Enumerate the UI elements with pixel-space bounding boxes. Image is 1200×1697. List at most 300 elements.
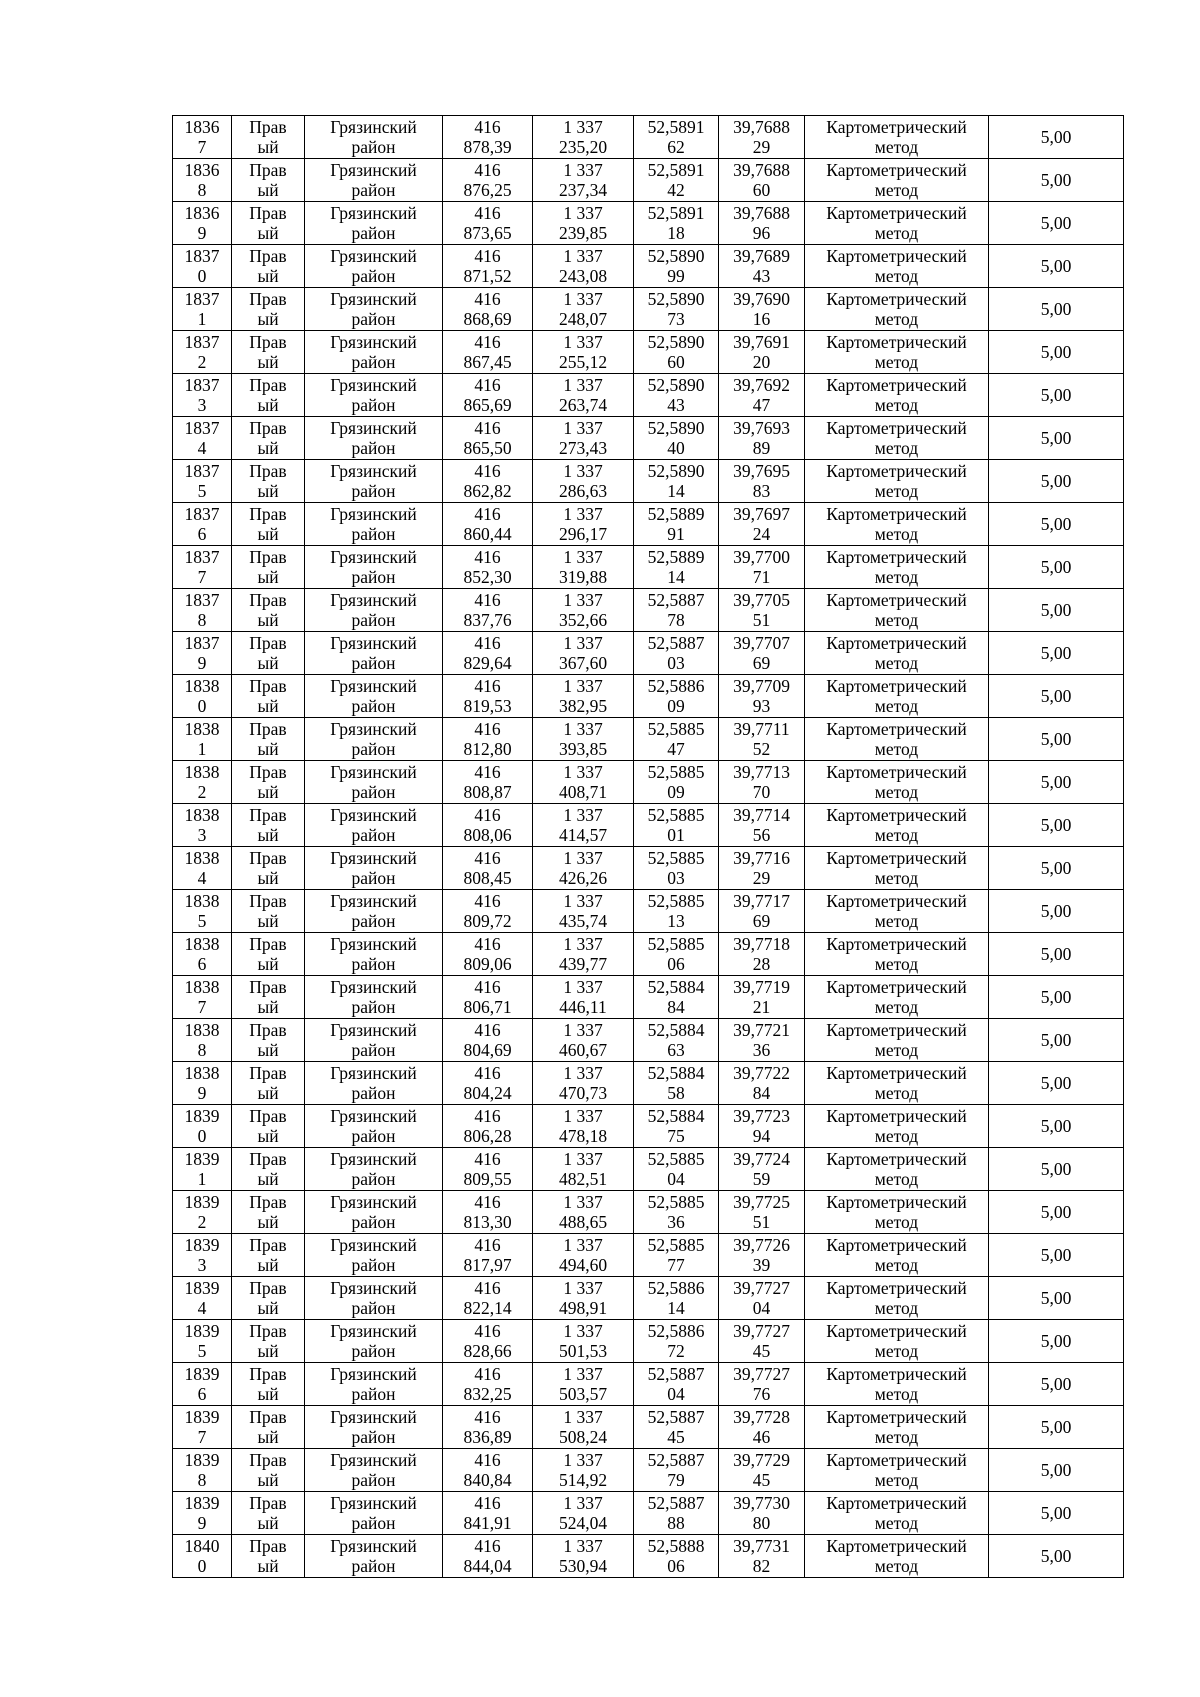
coord-y-cell bbox=[533, 1406, 634, 1449]
coord-y-cell-line-1: 1 337 bbox=[563, 246, 603, 266]
coord-y-cell bbox=[533, 1019, 634, 1062]
longitude-cell bbox=[719, 675, 805, 718]
method-cell-line-1: Картометрический bbox=[826, 676, 967, 696]
bank-side-cell bbox=[232, 1406, 305, 1449]
method-cell-line-2: метод bbox=[874, 1470, 919, 1490]
table-row bbox=[173, 1449, 1124, 1492]
point-number-cell-line-1: 1838 bbox=[184, 805, 220, 825]
district-cell-line-2: район bbox=[351, 266, 396, 286]
longitude-cell bbox=[719, 718, 805, 761]
district-cell-line-2: район bbox=[351, 1341, 396, 1361]
point-number-cell-line-1: 1837 bbox=[184, 418, 220, 438]
latitude-cell bbox=[634, 589, 719, 632]
table-row bbox=[173, 718, 1124, 761]
method-cell bbox=[805, 1191, 989, 1234]
longitude-cell-line-2: 20 bbox=[752, 352, 771, 372]
district-cell-line-2: район bbox=[351, 1169, 396, 1189]
coord-y-cell-line-2: 524,04 bbox=[558, 1513, 608, 1533]
point-number-cell-line-2: 7 bbox=[197, 1427, 207, 1447]
table-row bbox=[173, 933, 1124, 976]
coord-y-cell bbox=[533, 761, 634, 804]
bank-side-cell-line-1: Прав bbox=[249, 1536, 287, 1556]
longitude-cell-line-2: 21 bbox=[752, 997, 771, 1017]
method-cell-line-1: Картометрический bbox=[826, 1235, 967, 1255]
table-row bbox=[173, 1406, 1124, 1449]
point-number-cell-line-1: 1839 bbox=[184, 1192, 220, 1212]
coord-y-cell bbox=[533, 288, 634, 331]
district-cell-line-2: район bbox=[351, 309, 396, 329]
latitude-cell-line-1: 52,5885 bbox=[647, 1235, 705, 1255]
method-cell bbox=[805, 546, 989, 589]
longitude-cell bbox=[719, 202, 805, 245]
point-number-cell-line-2: 3 bbox=[197, 1255, 207, 1275]
district-cell bbox=[305, 546, 443, 589]
coord-x-cell bbox=[443, 589, 533, 632]
district-cell-line-1: Грязинский bbox=[330, 762, 417, 782]
bank-side-cell-line-1: Прав bbox=[249, 418, 287, 438]
latitude-cell bbox=[634, 245, 719, 288]
bank-side-cell-line-2: ый bbox=[257, 1255, 279, 1275]
method-cell-line-1: Картометрический bbox=[826, 246, 967, 266]
coord-x-cell-line-1: 416 bbox=[474, 590, 501, 610]
method-cell bbox=[805, 1363, 989, 1406]
coord-x-cell-line-2: 819,53 bbox=[463, 696, 512, 716]
coord-y-cell-line-1: 1 337 bbox=[563, 547, 603, 567]
district-cell-line-2: район bbox=[351, 1083, 396, 1103]
point-number-cell-line-2: 6 bbox=[197, 954, 207, 974]
coord-y-cell-line-1: 1 337 bbox=[563, 418, 603, 438]
method-cell bbox=[805, 847, 989, 890]
bank-side-cell-line-2: ый bbox=[257, 997, 279, 1017]
coord-y-cell bbox=[533, 503, 634, 546]
latitude-cell-line-1: 52,5884 bbox=[647, 977, 705, 997]
latitude-cell bbox=[634, 1535, 719, 1578]
coord-x-cell-line-1: 416 bbox=[474, 762, 501, 782]
point-number-cell-line-2: 1 bbox=[197, 739, 207, 759]
bank-side-cell bbox=[232, 1363, 305, 1406]
coord-y-cell-line-2: 514,92 bbox=[558, 1470, 608, 1490]
method-cell bbox=[805, 1105, 989, 1148]
coord-y-cell-line-1: 1 337 bbox=[563, 117, 603, 137]
coord-y-cell bbox=[533, 116, 634, 159]
coord-y-cell bbox=[533, 417, 634, 460]
coord-x-cell-line-1: 416 bbox=[474, 504, 501, 524]
point-number-cell-line-2: 9 bbox=[197, 1513, 207, 1533]
latitude-cell-line-1: 52,5889 bbox=[647, 504, 705, 524]
point-number-cell-line-1: 1839 bbox=[184, 1278, 220, 1298]
coord-y-cell-line-2: 255,12 bbox=[558, 352, 608, 372]
coord-y-cell-line-1: 1 337 bbox=[563, 1407, 603, 1427]
coord-y-cell bbox=[533, 632, 634, 675]
method-cell bbox=[805, 202, 989, 245]
bank-side-cell bbox=[232, 890, 305, 933]
accuracy-cell: 5,00 bbox=[989, 1277, 1124, 1320]
longitude-cell bbox=[719, 1277, 805, 1320]
point-number-cell bbox=[173, 331, 232, 374]
district-cell-line-2: район bbox=[351, 1384, 396, 1404]
coord-y-cell-line-1: 1 337 bbox=[563, 1235, 603, 1255]
bank-side-cell-line-2: ый bbox=[257, 481, 279, 501]
latitude-cell-line-1: 52,5887 bbox=[647, 1450, 705, 1470]
longitude-cell-line-1: 39,7700 bbox=[733, 547, 790, 567]
method-cell-line-1: Картометрический bbox=[826, 160, 967, 180]
method-cell bbox=[805, 1277, 989, 1320]
longitude-cell-line-1: 39,7695 bbox=[733, 461, 790, 481]
point-number-cell-line-1: 1837 bbox=[184, 332, 220, 352]
coord-x-cell bbox=[443, 417, 533, 460]
point-number-cell-line-1: 1837 bbox=[184, 547, 220, 567]
district-cell-line-1: Грязинский bbox=[330, 246, 417, 266]
point-number-cell-line-1: 1840 bbox=[184, 1536, 220, 1556]
latitude-cell bbox=[634, 331, 719, 374]
method-cell-line-2: метод bbox=[874, 696, 919, 716]
bank-side-cell-line-1: Прав bbox=[249, 1321, 287, 1341]
bank-side-cell bbox=[232, 976, 305, 1019]
accuracy-cell: 5,00 bbox=[989, 417, 1124, 460]
bank-side-cell-line-1: Прав bbox=[249, 117, 287, 137]
bank-side-cell-line-1: Прав bbox=[249, 762, 287, 782]
longitude-cell bbox=[719, 1234, 805, 1277]
coord-y-cell-line-2: 237,34 bbox=[558, 180, 608, 200]
latitude-cell-line-1: 52,5885 bbox=[647, 934, 705, 954]
coord-x-cell bbox=[443, 761, 533, 804]
coord-y-cell bbox=[533, 675, 634, 718]
method-cell-line-1: Картометрический bbox=[826, 1364, 967, 1384]
bank-side-cell-line-1: Прав bbox=[249, 633, 287, 653]
point-number-cell bbox=[173, 1449, 232, 1492]
coord-y-cell-line-1: 1 337 bbox=[563, 1149, 603, 1169]
longitude-cell-line-1: 39,7723 bbox=[733, 1106, 790, 1126]
point-number-cell-line-2: 9 bbox=[197, 223, 207, 243]
method-cell bbox=[805, 460, 989, 503]
latitude-cell bbox=[634, 374, 719, 417]
accuracy-cell: 5,00 bbox=[989, 288, 1124, 331]
bank-side-cell-line-1: Прав bbox=[249, 1364, 287, 1384]
point-number-cell-line-1: 1839 bbox=[184, 1407, 220, 1427]
accuracy-cell: 5,00 bbox=[989, 933, 1124, 976]
point-number-cell-line-1: 1837 bbox=[184, 590, 220, 610]
method-cell-line-1: Картометрический bbox=[826, 375, 967, 395]
accuracy-cell: 5,00 bbox=[989, 1449, 1124, 1492]
longitude-cell-line-2: 83 bbox=[752, 481, 771, 501]
latitude-cell-line-2: 14 bbox=[667, 1298, 685, 1318]
latitude-cell-line-1: 52,5886 bbox=[647, 1321, 705, 1341]
latitude-cell bbox=[634, 804, 719, 847]
longitude-cell-line-2: 52 bbox=[752, 739, 771, 759]
coord-x-cell-line-2: 809,06 bbox=[463, 954, 512, 974]
latitude-cell-line-1: 52,5891 bbox=[647, 160, 705, 180]
district-cell-line-1: Грязинский bbox=[330, 1020, 417, 1040]
coord-x-cell bbox=[443, 116, 533, 159]
district-cell-line-2: район bbox=[351, 1040, 396, 1060]
accuracy-cell: 5,00 bbox=[989, 460, 1124, 503]
bank-side-cell-line-1: Прав bbox=[249, 504, 287, 524]
method-cell bbox=[805, 890, 989, 933]
longitude-cell bbox=[719, 933, 805, 976]
method-cell bbox=[805, 1062, 989, 1105]
method-cell-line-2: метод bbox=[874, 997, 919, 1017]
accuracy-cell: 5,00 bbox=[989, 632, 1124, 675]
bank-side-cell bbox=[232, 245, 305, 288]
bank-side-cell-line-2: ый bbox=[257, 1169, 279, 1189]
longitude-cell-line-1: 39,7690 bbox=[733, 289, 790, 309]
coord-y-cell-line-1: 1 337 bbox=[563, 633, 603, 653]
longitude-cell-line-1: 39,7716 bbox=[733, 848, 790, 868]
longitude-cell bbox=[719, 1535, 805, 1578]
longitude-cell-line-1: 39,7724 bbox=[733, 1149, 790, 1169]
method-cell-line-2: метод bbox=[874, 954, 919, 974]
coord-y-cell-line-1: 1 337 bbox=[563, 160, 603, 180]
coord-y-cell bbox=[533, 374, 634, 417]
bank-side-cell-line-1: Прав bbox=[249, 461, 287, 481]
bank-side-cell-line-1: Прав bbox=[249, 1063, 287, 1083]
bank-side-cell-line-2: ый bbox=[257, 438, 279, 458]
accuracy-cell: 5,00 bbox=[989, 1105, 1124, 1148]
bank-side-cell-line-1: Прав bbox=[249, 1493, 287, 1513]
coord-x-cell-line-2: 867,45 bbox=[463, 352, 512, 372]
coord-x-cell bbox=[443, 1277, 533, 1320]
bank-side-cell-line-2: ый bbox=[257, 825, 279, 845]
accuracy-cell: 5,00 bbox=[989, 202, 1124, 245]
method-cell bbox=[805, 1019, 989, 1062]
table-row bbox=[173, 761, 1124, 804]
bank-side-cell-line-2: ый bbox=[257, 1427, 279, 1447]
bank-side-cell-line-1: Прав bbox=[249, 1192, 287, 1212]
latitude-cell bbox=[634, 1234, 719, 1277]
coord-x-cell-line-2: 868,69 bbox=[463, 309, 512, 329]
coord-x-cell-line-1: 416 bbox=[474, 289, 501, 309]
coord-y-cell bbox=[533, 1449, 634, 1492]
bank-side-cell-line-2: ый bbox=[257, 1556, 279, 1576]
district-cell bbox=[305, 116, 443, 159]
coord-y-cell-line-2: 501,53 bbox=[558, 1341, 608, 1361]
latitude-cell-line-1: 52,5887 bbox=[647, 633, 705, 653]
coord-y-cell-line-2: 235,20 bbox=[558, 137, 608, 157]
table-row bbox=[173, 1148, 1124, 1191]
district-cell bbox=[305, 933, 443, 976]
method-cell-line-2: метод bbox=[874, 610, 919, 630]
latitude-cell-line-2: 03 bbox=[667, 653, 685, 673]
point-number-cell-line-1: 1838 bbox=[184, 848, 220, 868]
district-cell bbox=[305, 1449, 443, 1492]
method-cell-line-2: метод bbox=[874, 1126, 919, 1146]
point-number-cell bbox=[173, 1234, 232, 1277]
latitude-cell-line-2: 91 bbox=[667, 524, 685, 544]
coord-y-cell-line-1: 1 337 bbox=[563, 203, 603, 223]
method-cell-line-2: метод bbox=[874, 1513, 919, 1533]
point-number-cell-line-2: 5 bbox=[197, 1341, 207, 1361]
point-number-cell-line-2: 7 bbox=[197, 997, 207, 1017]
method-cell-line-2: метод bbox=[874, 1384, 919, 1404]
longitude-cell bbox=[719, 374, 805, 417]
method-cell-line-2: метод bbox=[874, 1556, 919, 1576]
coord-x-cell-line-2: 865,50 bbox=[463, 438, 512, 458]
bank-side-cell-line-1: Прав bbox=[249, 1149, 287, 1169]
latitude-cell bbox=[634, 933, 719, 976]
latitude-cell bbox=[634, 503, 719, 546]
district-cell-line-2: район bbox=[351, 180, 396, 200]
longitude-cell-line-2: 71 bbox=[752, 567, 771, 587]
method-cell bbox=[805, 675, 989, 718]
bank-side-cell-line-1: Прав bbox=[249, 1450, 287, 1470]
coord-y-cell-line-2: 494,60 bbox=[558, 1255, 608, 1275]
coord-y-cell-line-2: 470,73 bbox=[558, 1083, 608, 1103]
coord-y-cell bbox=[533, 1320, 634, 1363]
table-row bbox=[173, 1363, 1124, 1406]
latitude-cell-line-1: 52,5886 bbox=[647, 676, 705, 696]
bank-side-cell-line-1: Прав bbox=[249, 1278, 287, 1298]
latitude-cell-line-1: 52,5890 bbox=[647, 375, 705, 395]
coord-x-cell-line-1: 416 bbox=[474, 547, 501, 567]
district-cell-line-1: Грязинский bbox=[330, 1235, 417, 1255]
method-cell-line-1: Картометрический bbox=[826, 1063, 967, 1083]
district-cell-line-1: Грязинский bbox=[330, 375, 417, 395]
point-number-cell bbox=[173, 933, 232, 976]
coord-x-cell-line-1: 416 bbox=[474, 676, 501, 696]
latitude-cell-line-1: 52,5884 bbox=[647, 1106, 705, 1126]
coord-y-cell-line-1: 1 337 bbox=[563, 504, 603, 524]
method-cell bbox=[805, 1320, 989, 1363]
coord-x-cell bbox=[443, 1449, 533, 1492]
method-cell-line-1: Картометрический bbox=[826, 1278, 967, 1298]
coord-y-cell bbox=[533, 331, 634, 374]
method-cell-line-1: Картометрический bbox=[826, 1149, 967, 1169]
bank-side-cell bbox=[232, 1449, 305, 1492]
district-cell-line-2: район bbox=[351, 653, 396, 673]
longitude-cell-line-2: 43 bbox=[752, 266, 771, 286]
coord-x-cell bbox=[443, 804, 533, 847]
longitude-cell bbox=[719, 288, 805, 331]
point-number-cell-line-2: 8 bbox=[197, 180, 207, 200]
coord-y-cell-line-2: 439,77 bbox=[558, 954, 608, 974]
district-cell-line-1: Грязинский bbox=[330, 719, 417, 739]
bank-side-cell bbox=[232, 718, 305, 761]
method-cell-line-2: метод bbox=[874, 395, 919, 415]
coord-y-cell bbox=[533, 933, 634, 976]
method-cell-line-2: метод bbox=[874, 1169, 919, 1189]
method-cell-line-1: Картометрический bbox=[826, 1106, 967, 1126]
district-cell bbox=[305, 1277, 443, 1320]
coord-x-cell-line-1: 416 bbox=[474, 848, 501, 868]
coord-y-cell-line-1: 1 337 bbox=[563, 762, 603, 782]
longitude-cell-line-2: 45 bbox=[752, 1341, 771, 1361]
coord-x-cell-line-1: 416 bbox=[474, 891, 501, 911]
longitude-cell bbox=[719, 1019, 805, 1062]
district-cell-line-1: Грязинский bbox=[330, 1493, 417, 1513]
point-number-cell bbox=[173, 847, 232, 890]
bank-side-cell-line-1: Прав bbox=[249, 676, 287, 696]
district-cell-line-1: Грязинский bbox=[330, 1364, 417, 1384]
coord-x-cell-line-1: 416 bbox=[474, 160, 501, 180]
longitude-cell-line-2: 45 bbox=[752, 1470, 771, 1490]
coord-x-cell bbox=[443, 245, 533, 288]
coord-x-cell-line-2: 832,25 bbox=[463, 1384, 512, 1404]
longitude-cell-line-2: 04 bbox=[752, 1298, 771, 1318]
district-cell bbox=[305, 1148, 443, 1191]
district-cell-line-1: Грязинский bbox=[330, 848, 417, 868]
longitude-cell-line-2: 24 bbox=[752, 524, 771, 544]
coord-y-cell-line-2: 319,88 bbox=[558, 567, 608, 587]
point-number-cell bbox=[173, 1105, 232, 1148]
coord-x-cell-line-1: 416 bbox=[474, 1063, 501, 1083]
point-number-cell-line-1: 1837 bbox=[184, 375, 220, 395]
point-number-cell-line-1: 1839 bbox=[184, 1235, 220, 1255]
longitude-cell bbox=[719, 847, 805, 890]
coord-y-cell bbox=[533, 589, 634, 632]
coord-x-cell-line-1: 416 bbox=[474, 1450, 501, 1470]
latitude-cell bbox=[634, 460, 719, 503]
longitude-cell-line-2: 82 bbox=[752, 1556, 771, 1576]
coord-x-cell-line-2: 817,97 bbox=[463, 1255, 512, 1275]
coord-x-cell bbox=[443, 1019, 533, 1062]
latitude-cell-line-1: 52,5890 bbox=[647, 418, 705, 438]
point-number-cell bbox=[173, 1148, 232, 1191]
district-cell bbox=[305, 804, 443, 847]
point-number-cell-line-1: 1838 bbox=[184, 1020, 220, 1040]
point-number-cell bbox=[173, 718, 232, 761]
coord-y-cell bbox=[533, 1492, 634, 1535]
coord-x-cell-line-1: 416 bbox=[474, 1364, 501, 1384]
latitude-cell-line-2: 88 bbox=[667, 1513, 685, 1533]
latitude-cell-line-2: 03 bbox=[667, 868, 685, 888]
longitude-cell bbox=[719, 1363, 805, 1406]
longitude-cell-line-1: 39,7731 bbox=[733, 1536, 790, 1556]
district-cell bbox=[305, 1105, 443, 1148]
point-number-cell bbox=[173, 245, 232, 288]
point-number-cell bbox=[173, 675, 232, 718]
district-cell-line-1: Грязинский bbox=[330, 1278, 417, 1298]
coord-x-cell bbox=[443, 675, 533, 718]
coord-y-cell-line-1: 1 337 bbox=[563, 1364, 603, 1384]
latitude-cell bbox=[634, 1449, 719, 1492]
coord-x-cell-line-2: 840,84 bbox=[463, 1470, 512, 1490]
point-number-cell bbox=[173, 1191, 232, 1234]
coord-x-cell-line-1: 416 bbox=[474, 1235, 501, 1255]
method-cell-line-2: метод bbox=[874, 524, 919, 544]
table-row bbox=[173, 1320, 1124, 1363]
coord-y-cell-line-1: 1 337 bbox=[563, 676, 603, 696]
district-cell bbox=[305, 1363, 443, 1406]
longitude-cell bbox=[719, 1492, 805, 1535]
method-cell-line-2: метод bbox=[874, 1298, 919, 1318]
coord-x-cell-line-1: 416 bbox=[474, 461, 501, 481]
longitude-cell-line-1: 39,7725 bbox=[733, 1192, 790, 1212]
table-row bbox=[173, 1535, 1124, 1578]
longitude-cell-line-1: 39,7692 bbox=[733, 375, 790, 395]
point-number-cell-line-2: 5 bbox=[197, 481, 207, 501]
accuracy-cell: 5,00 bbox=[989, 718, 1124, 761]
method-cell bbox=[805, 159, 989, 202]
table-row bbox=[173, 202, 1124, 245]
bank-side-cell-line-2: ый bbox=[257, 352, 279, 372]
coord-x-cell bbox=[443, 890, 533, 933]
point-number-cell-line-1: 1837 bbox=[184, 633, 220, 653]
longitude-cell-line-2: 56 bbox=[752, 825, 771, 845]
coord-x-cell-line-1: 416 bbox=[474, 246, 501, 266]
point-number-cell-line-2: 1 bbox=[197, 309, 207, 329]
bank-side-cell-line-2: ый bbox=[257, 1083, 279, 1103]
latitude-cell-line-1: 52,5891 bbox=[647, 203, 705, 223]
table-row bbox=[173, 1277, 1124, 1320]
district-cell-line-2: район bbox=[351, 1470, 396, 1490]
point-number-cell bbox=[173, 1406, 232, 1449]
coord-x-cell bbox=[443, 1363, 533, 1406]
longitude-cell bbox=[719, 460, 805, 503]
accuracy-cell: 5,00 bbox=[989, 1019, 1124, 1062]
latitude-cell bbox=[634, 1492, 719, 1535]
bank-side-cell-line-2: ый bbox=[257, 911, 279, 931]
accuracy-cell: 5,00 bbox=[989, 675, 1124, 718]
